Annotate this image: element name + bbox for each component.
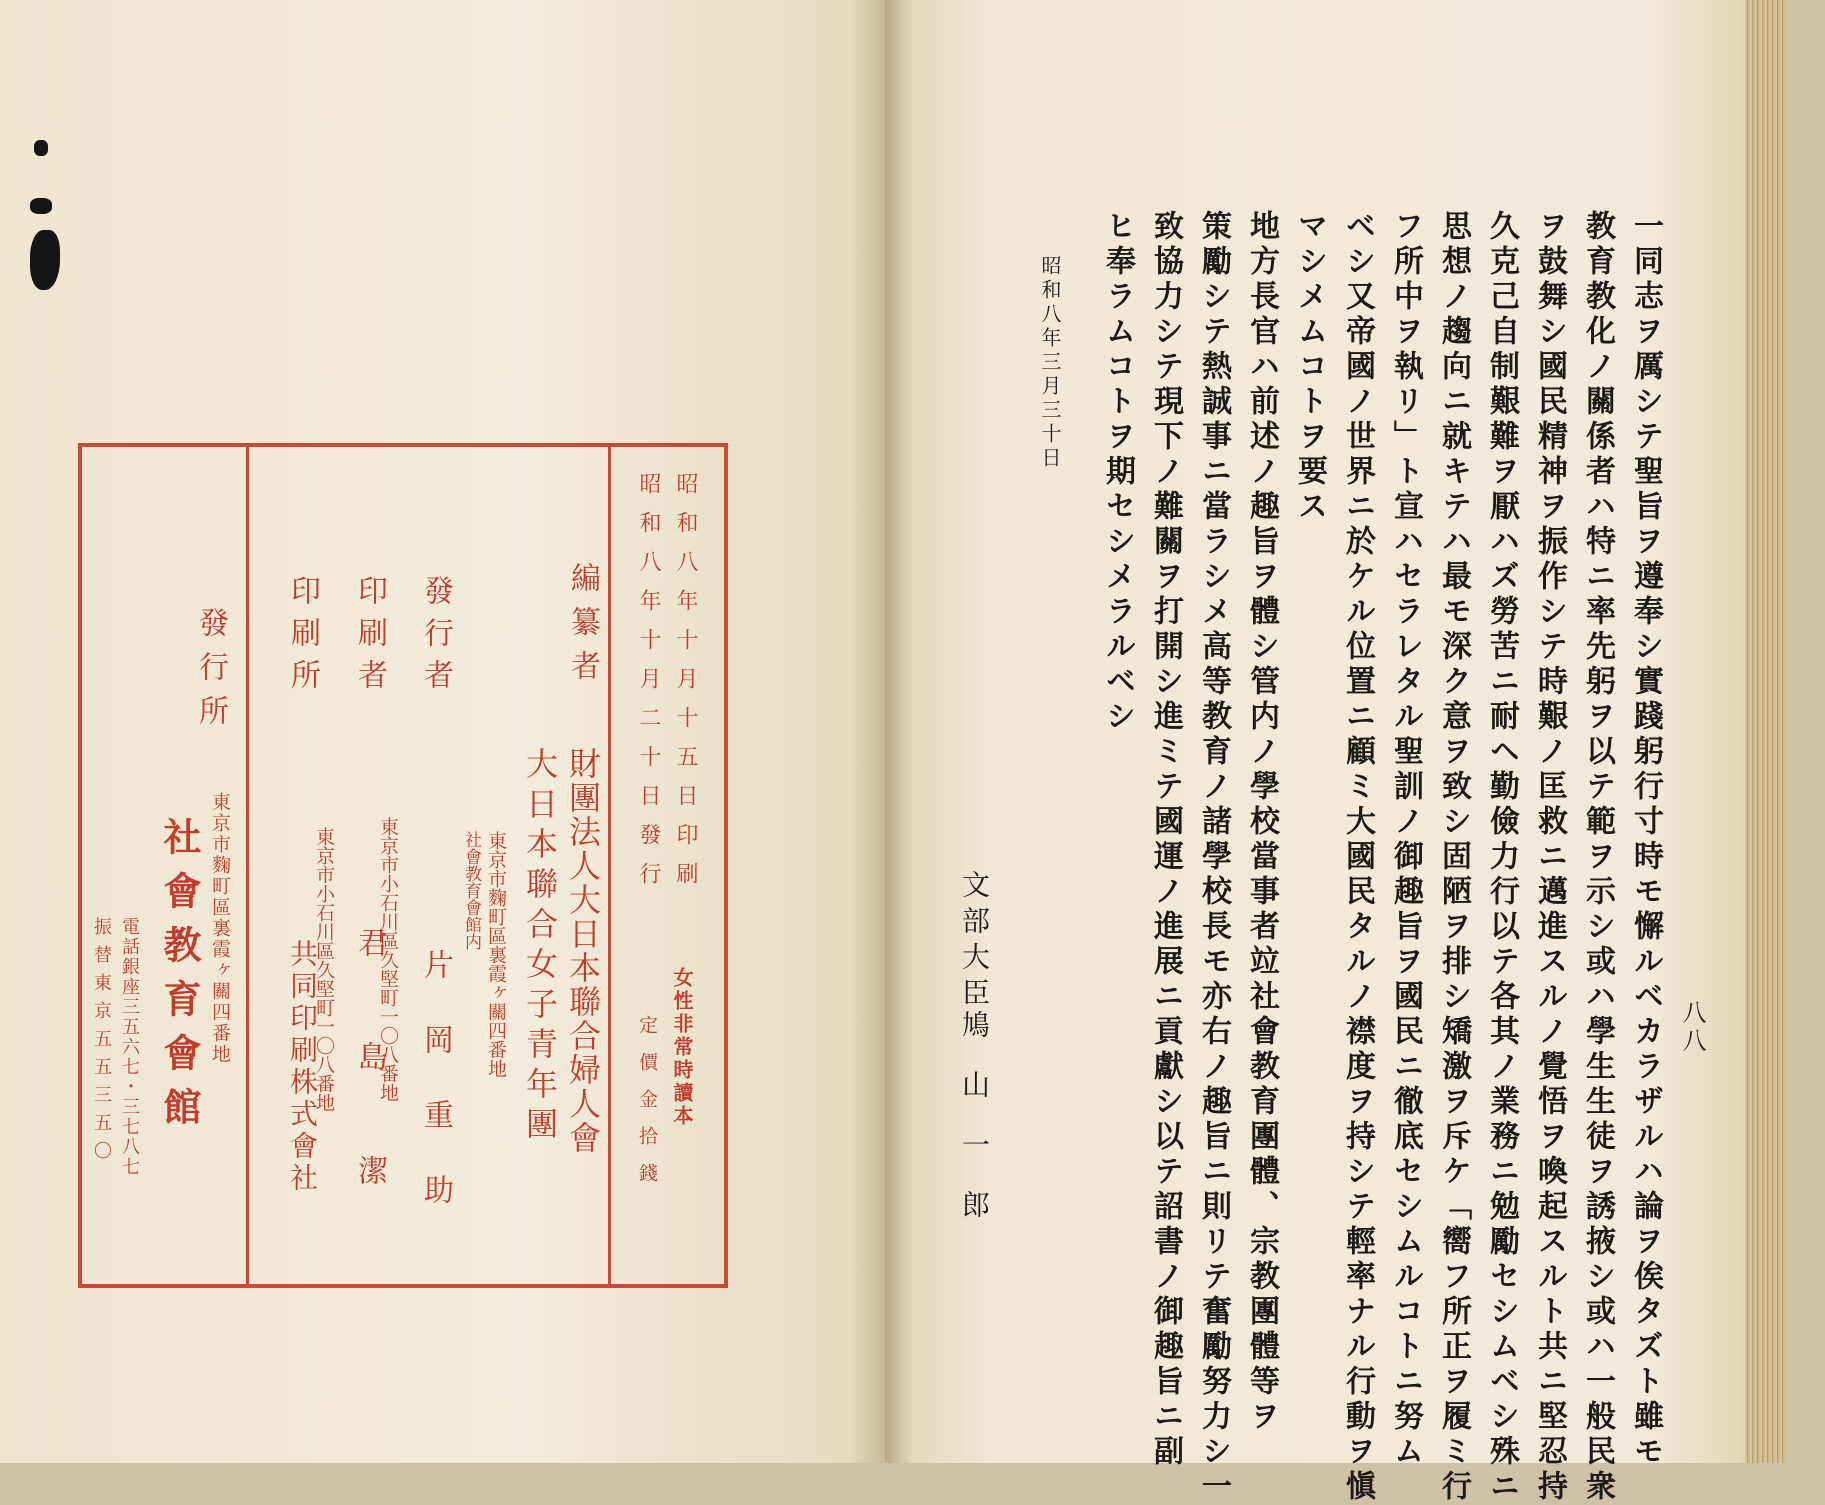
page-number: 八八 — [1678, 1000, 1706, 1056]
book-title: 女性非常時讀本 — [670, 967, 694, 1128]
decree-date: 昭和八年三月三十日 — [1038, 255, 1062, 471]
colophon-divider — [246, 447, 249, 1284]
issuer-name: 社會教育會館 — [157, 817, 202, 1141]
printer-label: 印刷者 — [352, 575, 387, 701]
text-column: マシメムコトヲ要ス — [1292, 210, 1327, 525]
print-shop-address: 東京市小石川區久堅町一〇八番地 — [313, 827, 335, 1112]
colophon-box — [78, 443, 728, 1288]
print-date: 昭和八年十月十五日印刷 — [673, 472, 698, 901]
printer-name: 君島潔 — [352, 927, 387, 1269]
text-column: ヒ奉ラムコトヲ期セシメラルベシ — [1100, 210, 1135, 735]
signature-name: 鳩山一郎 — [958, 1010, 991, 1250]
editor-label: 編纂者 — [565, 562, 600, 694]
signature-title: 文部大臣 — [958, 870, 991, 1014]
publisher-label: 發行者 — [418, 575, 453, 701]
text-column: フ所中ヲ執リ」ト宣ハセラレタル聖訓ノ御趣旨ヲ國民ニ徹底セシムルコトニ努ム — [1388, 210, 1423, 1470]
editor-address: 東京市麴町區裏霞ヶ關四番地 — [485, 831, 507, 1078]
text-column: 策勵シテ熱誠事ニ當ラシメ高等教育ノ諸學校長モ亦右ノ趣旨ニ則リテ奮勵努力シ一 — [1196, 210, 1231, 1505]
text-column: 地方長官ハ前述ノ趣旨ヲ體シ管内ノ學校當事者竝社會教育團體、宗教團體等ヲ — [1244, 210, 1279, 1435]
print-shop-name: 共同印刷株式會社 — [286, 939, 319, 1195]
text-column: 久克己自制艱難ヲ厭ハズ勞苦ニ耐ヘ勤儉力行以テ各其ノ業務ニ勉勵セシムベシ殊ニ — [1484, 210, 1519, 1505]
issue-date: 昭和八年十月二十日發行 — [636, 472, 661, 901]
page-edge — [1745, 0, 1785, 1463]
text-column: ベシ又帝國ノ世界ニ於ケル位置ニ顧ミ大國民タルノ襟度ヲ持シテ輕率ナル行動ヲ愼 — [1340, 210, 1375, 1505]
text-column: ヲ鼓舞シ國民精神ヲ振作シテ時艱ノ匡救ニ邁進スルノ覺悟ヲ喚起スルト共ニ堅忍持 — [1532, 210, 1567, 1505]
book-price: 定價金拾錢 — [636, 1015, 658, 1200]
issuer-transfer: 振替東京五五三五〇 — [91, 917, 112, 1169]
publisher-name: 片岡重助 — [418, 949, 453, 1249]
text-column: 思想ノ趨向ニ就キテハ最モ深ク意ヲ致シ固陋ヲ排シ矯激ヲ斥ケ「嚮フ所正ヲ履ミ行 — [1436, 210, 1471, 1505]
editor-name: 財團法人大日本聯合婦人會 — [564, 747, 602, 1155]
ink-blot — [30, 198, 52, 214]
colophon-divider — [608, 447, 611, 1284]
ink-blot — [30, 230, 60, 290]
printer-address: 東京市小石川區久堅町一〇八番地 — [377, 817, 399, 1102]
issuer-phone: 電話銀座三五六七・三七八七 — [119, 917, 140, 1177]
editor-address: 社會教育會館内 — [461, 831, 481, 950]
text-column: 一同志ヲ厲シテ聖旨ヲ遵奉シ實踐躬行寸時モ懈ルベカラザルハ論ヲ俟タズト雖モ — [1628, 210, 1663, 1470]
editor-name: 大日本聯合女子青年團 — [521, 747, 559, 1147]
ink-blot — [34, 140, 48, 156]
issuer-label: 發行所 — [193, 607, 228, 739]
left-page — [0, 0, 885, 1463]
text-column: 教育教化ノ關係者ハ特ニ率先躬ヲ以テ範ヲ示シ或ハ學生生徒ヲ誘掖シ或ハ一般民衆 — [1580, 210, 1615, 1505]
issuer-address: 東京市麴町區裏霞ヶ關四番地 — [209, 792, 231, 1065]
print-shop-label: 印刷所 — [285, 575, 320, 701]
text-column: 致協力シテ現下ノ難關ヲ打開シ進ミテ國運ノ進展ニ貢獻シ以テ詔書ノ御趣旨ニ副 — [1148, 210, 1183, 1470]
